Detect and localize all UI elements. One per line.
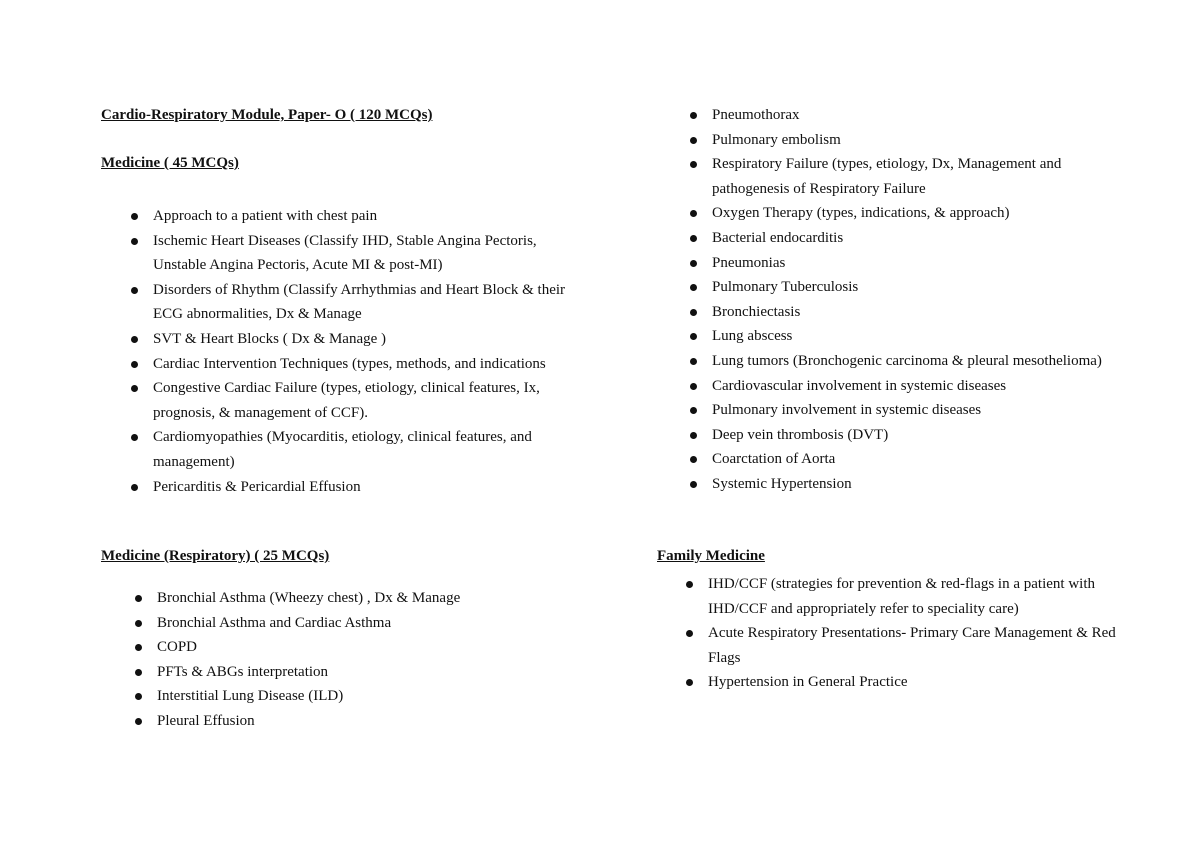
bullet-icon <box>131 484 138 491</box>
list-item: Bronchiectasis <box>712 300 1122 325</box>
bullet-icon <box>131 336 138 343</box>
list-item: Respiratory Failure (types, etiology, Dx, Management and pathogenesis of Respiratory Failure <box>712 152 1122 201</box>
list-item: PFTs & ABGs interpretation <box>157 660 577 685</box>
bullet-icon <box>690 456 697 463</box>
bullet-icon <box>690 210 697 217</box>
medicine-section-title: Medicine ( 45 MCQs) <box>101 155 239 171</box>
bullet-icon <box>131 361 138 368</box>
list-item: Oxygen Therapy (types, indications, & approach) <box>712 201 1122 226</box>
list-item: IHD/CCF (strategies for prevention & red-flags in a patient with IHD/CCF and appropriately refer to speciality care) <box>708 572 1128 621</box>
bullet-icon <box>690 137 697 144</box>
bullet-icon <box>131 385 138 392</box>
list-item: Pericarditis & Pericardial Effusion <box>153 475 573 500</box>
bullet-icon <box>686 630 693 637</box>
bullet-icon <box>690 383 697 390</box>
bullet-icon <box>686 679 693 686</box>
bullet-icon <box>690 161 697 168</box>
family-medicine-title: Family Medicine <box>657 548 765 564</box>
list-item: Lung abscess <box>712 324 1122 349</box>
list-item: Pneumonias <box>712 251 1122 276</box>
bullet-icon <box>135 644 142 651</box>
bullet-icon <box>690 432 697 439</box>
list-item: Pulmonary embolism <box>712 128 1122 153</box>
bullet-icon <box>135 669 142 676</box>
list-item: SVT & Heart Blocks ( Dx & Manage ) <box>153 327 573 352</box>
list-item: Pneumothorax <box>712 103 1122 128</box>
bullet-icon <box>131 287 138 294</box>
family-medicine-list <box>708 572 1128 695</box>
list-item: Acute Respiratory Presentations- Primary Care Management & Red Flags <box>708 621 1128 670</box>
list-item: Lung tumors (Bronchogenic carcinoma & pleural mesothelioma) <box>712 349 1122 374</box>
respiratory-list-continued <box>712 103 1122 497</box>
bullet-icon <box>690 112 697 119</box>
list-item: Systemic Hypertension <box>712 472 1122 497</box>
bullet-icon <box>686 581 693 588</box>
bullet-icon <box>131 238 138 245</box>
respiratory-section-title: Medicine (Respiratory) ( 25 MCQs) <box>101 548 330 564</box>
list-item: COPD <box>157 635 577 660</box>
module-heading: Cardio-Respiratory Module, Paper- O ( 120 MCQs) <box>101 107 433 123</box>
list-item: Congestive Cardiac Failure (types, etiology, clinical features, Ix, prognosis, & management of CCF). <box>153 376 573 425</box>
bullet-icon <box>135 595 142 602</box>
list-item: Hypertension in General Practice <box>708 670 1128 695</box>
list-item: Disorders of Rhythm (Classify Arrhythmias and Heart Block & their ECG abnormalities, Dx & Manage <box>153 278 573 327</box>
list-item: Bacterial endocarditis <box>712 226 1122 251</box>
bullet-icon <box>690 358 697 365</box>
list-item: Pulmonary Tuberculosis <box>712 275 1122 300</box>
bullet-icon <box>135 718 142 725</box>
list-item: Approach to a patient with chest pain <box>153 204 573 229</box>
list-item: Interstitial Lung Disease (ILD) <box>157 684 577 709</box>
bullet-icon <box>131 213 138 220</box>
bullet-icon <box>690 260 697 267</box>
bullet-icon <box>690 309 697 316</box>
list-item: Bronchial Asthma (Wheezy chest) , Dx & Manage <box>157 586 577 611</box>
list-item: Ischemic Heart Diseases (Classify IHD, Stable Angina Pectoris, Unstable Angina Pectoris, Acute MI & post-MI) <box>153 229 573 278</box>
list-item: Deep vein thrombosis (DVT) <box>712 423 1122 448</box>
medicine-list <box>153 204 573 499</box>
list-item: Pleural Effusion <box>157 709 577 734</box>
bullet-icon <box>135 693 142 700</box>
bullet-icon <box>135 620 142 627</box>
list-item: Cardiomyopathies (Myocarditis, etiology, clinical features, and management) <box>153 425 573 474</box>
list-item: Cardiac Intervention Techniques (types, methods, and indications <box>153 352 573 377</box>
bullet-icon <box>690 333 697 340</box>
bullet-icon <box>690 284 697 291</box>
list-item: Coarctation of Aorta <box>712 447 1122 472</box>
list-item: Cardiovascular involvement in systemic diseases <box>712 374 1122 399</box>
bullet-icon <box>690 481 697 488</box>
list-item: Pulmonary involvement in systemic diseases <box>712 398 1122 423</box>
bullet-icon <box>131 434 138 441</box>
bullet-icon <box>690 407 697 414</box>
bullet-icon <box>690 235 697 242</box>
respiratory-list <box>157 586 577 734</box>
list-item: Bronchial Asthma and Cardiac Asthma <box>157 611 577 636</box>
